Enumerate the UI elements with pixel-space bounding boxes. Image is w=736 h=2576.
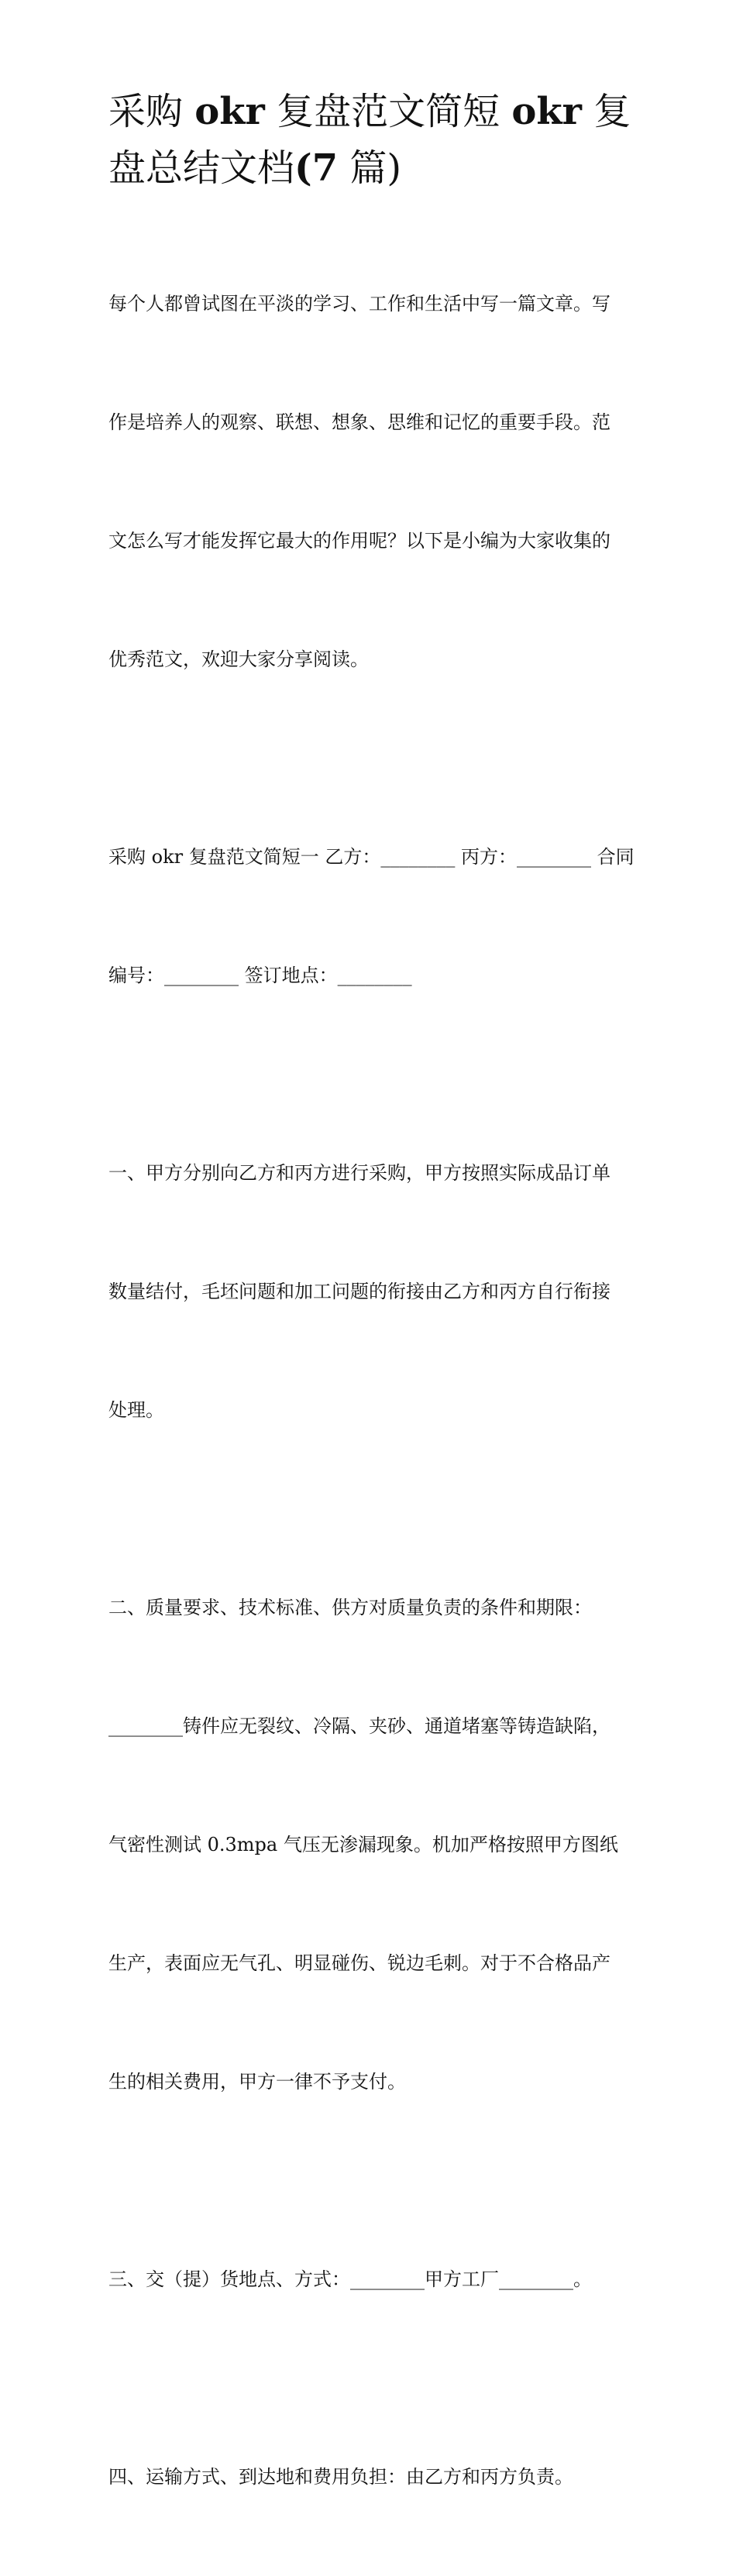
text-line: 每个人都曾试图在平淡的学习、工作和生活中写一篇文章。写 — [108, 293, 610, 315]
title-text: 复盘范文简短 — [277, 90, 500, 133]
title-text: 盘总结文档 — [108, 146, 295, 190]
text-line: 处理。 — [108, 1399, 164, 1421]
clause-2-paragraph — [108, 1509, 629, 2181]
document-page — [108, 84, 635, 2576]
text-line: 作是培养人的观察、联想、想象、思维和记忆的重要手段。范 — [108, 411, 610, 433]
text-line: 数量结付，毛坯问题和加工问题的衔接由乙方和丙方自行衔接 — [108, 1281, 610, 1302]
title-text: 复 — [593, 90, 631, 133]
text-line: 三、交（提）货地点、方式：________甲方工厂________。 — [108, 2268, 592, 2290]
document-body — [108, 205, 635, 2576]
document-title — [108, 84, 629, 197]
title-text: okr — [511, 90, 582, 133]
clause-3-paragraph — [108, 2181, 629, 2378]
contract-header-paragraph — [108, 758, 635, 1075]
title-text: okr — [194, 90, 265, 133]
text-line: ________铸件应无裂纹、冷隔、夹砂、通道堵塞等铸造缺陷， — [108, 1715, 610, 1737]
title-text: 采购 — [108, 90, 184, 133]
intro-paragraph — [108, 205, 629, 758]
clause-4-paragraph — [108, 2378, 629, 2576]
title-text: (7 — [294, 146, 339, 190]
clause-1-paragraph — [108, 1075, 629, 1509]
text-line: 采购 okr 复盘范文简短一 乙方：________ 丙方：________ 合同 — [108, 846, 635, 868]
text-line: 二、质量要求、技术标准、供方对质量负责的条件和期限： — [108, 1597, 592, 1618]
text-line: 优秀范文，欢迎大家分享阅读。 — [108, 648, 369, 670]
text-line: 生产，表面应无气孔、明显碰伤、锐边毛刺。对于不合格品产 — [108, 1952, 610, 1974]
title-line-1 — [108, 84, 629, 140]
text-line: 一、甲方分别向乙方和丙方进行采购，甲方按照实际成品订单 — [108, 1162, 610, 1184]
text-line: 四、运输方式、到达地和费用负担：由乙方和丙方负责。 — [108, 2466, 573, 2488]
text-line: 文怎么写才能发挥它最大的作用呢？以下是小编为大家收集的 — [108, 530, 610, 552]
title-text: 篇) — [349, 146, 402, 190]
title-line-2 — [108, 140, 629, 197]
text-line: 生的相关费用，甲方一律不予支付。 — [108, 2071, 406, 2093]
text-line: 气密性测试 0.3mpa 气压无渗漏现象。机加严格按照甲方图纸 — [108, 1834, 618, 1855]
text-line: 编号：________ 签订地点：________ — [108, 965, 412, 986]
